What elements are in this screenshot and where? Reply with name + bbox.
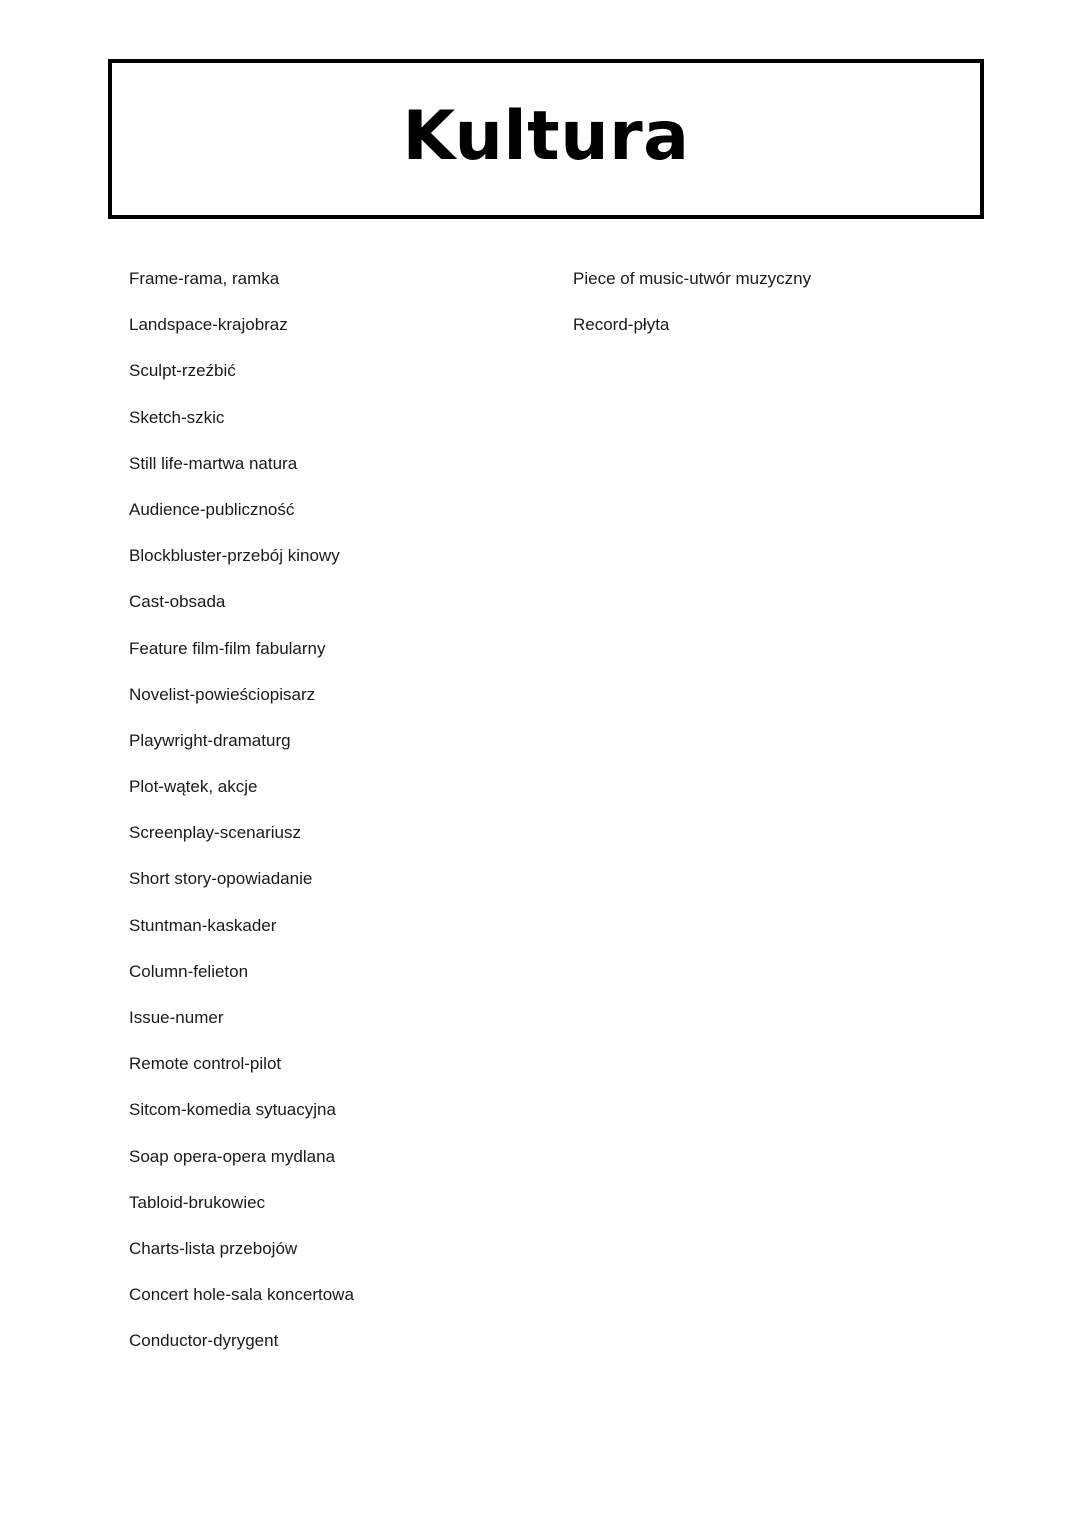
vocabulary-list-left bbox=[129, 266, 354, 1375]
list-item: Column-felieton bbox=[129, 961, 249, 981]
list-item: Issue-numer bbox=[129, 1008, 224, 1027]
list-item: Playwright-dramaturg bbox=[129, 730, 291, 750]
list-item: Cast-obsada bbox=[129, 592, 226, 612]
list-item: Concert hole-sala koncertowa bbox=[129, 1285, 354, 1305]
list-item: Short story-opowiadanie bbox=[129, 869, 313, 889]
list-item: Blockbluster-przebój kinowy bbox=[129, 546, 340, 566]
list-item: Frame-rama, ramka bbox=[129, 269, 280, 288]
list-item: Remote control-pilot bbox=[129, 1054, 282, 1074]
list-item: Tabloid-brukowiec bbox=[129, 1192, 266, 1212]
list-item: Novelist-powieściopisarz bbox=[129, 684, 316, 704]
list-item: Conductor-dyrygent bbox=[129, 1331, 279, 1351]
list-item: Sculpt-rzeźbić bbox=[129, 361, 236, 381]
list-item: Sitcom-komedia sytuacyjna bbox=[129, 1100, 336, 1120]
vocabulary-list-right bbox=[573, 266, 811, 358]
list-item: Record-płyta bbox=[573, 315, 670, 335]
list-item: Piece of music-utwór muzyczny bbox=[573, 269, 812, 288]
title-box bbox=[108, 59, 984, 219]
list-item: Stuntman-kaskader bbox=[129, 915, 277, 935]
list-item: Charts-lista przebojów bbox=[129, 1238, 298, 1258]
list-item: Feature film-film fabularny bbox=[129, 638, 326, 658]
list-item: Landspace-krajobraz bbox=[129, 315, 288, 335]
list-item: Sketch-szkic bbox=[129, 407, 225, 427]
list-item: Soap opera-opera mydlana bbox=[129, 1146, 336, 1166]
page-title: Kultura bbox=[402, 97, 690, 176]
list-item: Screenplay-scenariusz bbox=[129, 823, 301, 843]
list-item: Audience-publiczność bbox=[129, 499, 295, 519]
list-item: Still life-martwa natura bbox=[129, 453, 298, 473]
list-item: Plot-wątek, akcje bbox=[129, 777, 258, 797]
